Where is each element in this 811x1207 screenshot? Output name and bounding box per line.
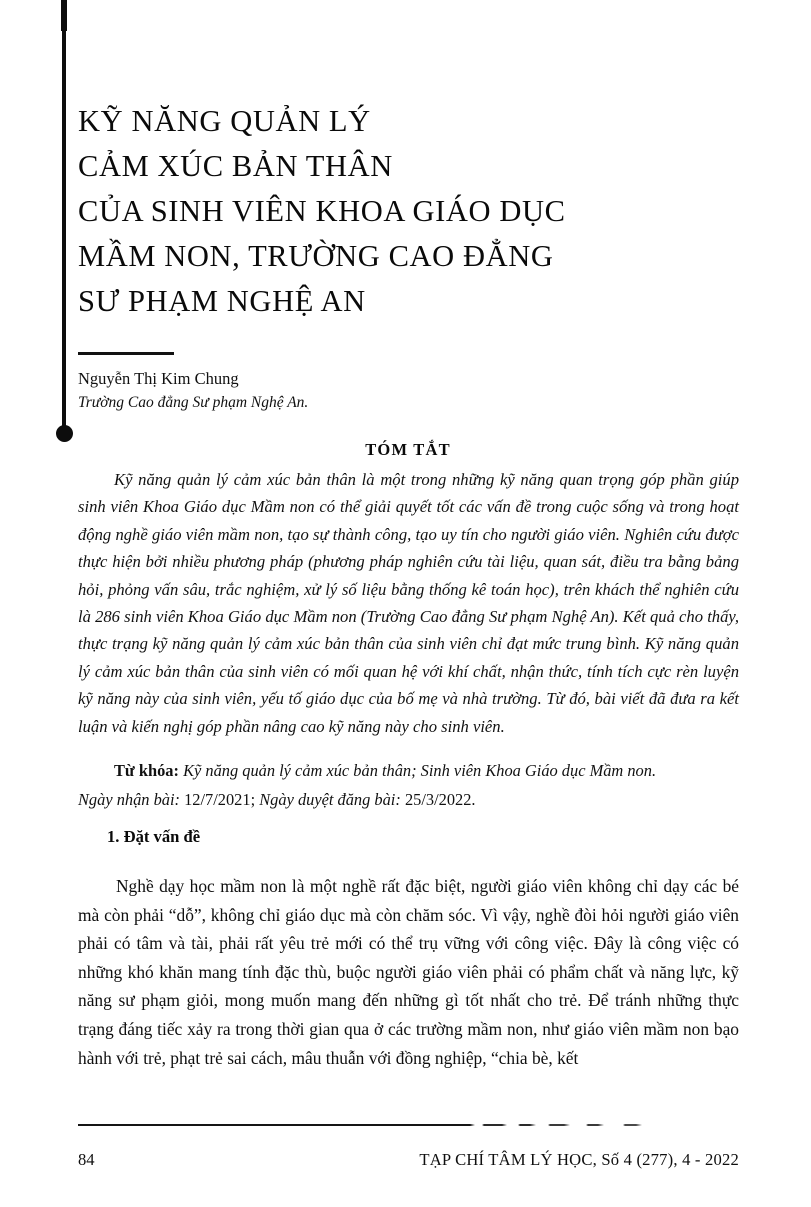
author-affiliation: Trường Cao đẳng Sư phạm Nghệ An. [78, 394, 309, 411]
author-divider-rule [78, 352, 174, 355]
author-block [78, 366, 678, 415]
dates-separator: ; [250, 790, 256, 809]
section-heading-1: 1. Đặt vấn đề [107, 827, 201, 846]
received-date-value: 12/7/2021 [184, 790, 251, 809]
keywords-label: Từ khóa: [114, 761, 179, 780]
title-line-4: MẦM NON, TRƯỜNG CAO ĐẲNG [78, 239, 554, 273]
title-line-2: CẢM XÚC BẢN THÂN [78, 149, 393, 183]
author-name: Nguyễn Thị Kim Chung [78, 369, 239, 388]
keywords-value: Kỹ năng quản lý cảm xúc bản thân; Sinh viên Khoa Giáo dục Mầm non. [183, 761, 657, 780]
publication-dates-line [78, 786, 739, 813]
page-title [78, 99, 738, 324]
footer-page-number: 84 [78, 1150, 95, 1169]
accepted-date-value: 25/3/2022. [404, 790, 476, 809]
title-line-3: CỦA SINH VIÊN KHOA GIÁO DỤC [78, 194, 566, 228]
section-body-1 [78, 872, 739, 1072]
abstract-paragraph: Kỹ năng quản lý cảm xúc bản thân là một trong những kỹ năng quan trọng góp phần giúp sinh viên Khoa Giáo dục Mầm non có thể giải quyết tốt các vấn đề trong cuộc sống và trong hoạt động nghề giáo viên mầm non, tạo sự thành công, tạo uy tín cho người giáo viên. Nghiên cứu được thực hiện bởi nhiều phương pháp (phương pháp nghiên cứu tài liệu, quan sát, điều tra bằng bảng hỏi, phỏng vấn sâu, trắc nghiệm, xử lý số liệu bằng thống kê toán học), trên khách thể nghiên cứu là 286 sinh viên Khoa Giáo dục Mầm non (Trường Cao đẳng Sư phạm Nghệ An). Kết quả cho thấy, thực trạng kỹ năng quản lý cảm xúc bản thân của sinh viên chỉ đạt mức trung bình. Kỹ năng quản lý cảm xúc bản thân của sinh viên có mối quan hệ với khí chất, nhận thức, tính tích cực rèn luyện kỹ năng này của sinh viên, yếu tố giáo dục của bố mẹ và nhà trường. Từ đó, bài viết đã đưa ra kết luận và kiến nghị góp phần nâng cao kỹ năng này cho sinh viên. [78, 470, 739, 736]
page-footer [78, 1150, 739, 1170]
binding-bar-terminal-dot [56, 425, 73, 442]
binding-bar-artifact [62, 0, 66, 434]
title-line-5: SƯ PHẠM NGHỆ AN [78, 284, 366, 318]
footer-divider-rule [78, 1124, 739, 1126]
abstract-body [78, 466, 739, 740]
abstract-heading: TÓM TẮT [365, 440, 451, 459]
accepted-date-label: Ngày duyệt đăng bài: [259, 790, 401, 809]
title-line-1: KỸ NĂNG QUẢN LÝ [78, 104, 371, 138]
section-paragraph: Nghề dạy học mầm non là một nghề rất đặc biệt, người giáo viên không chỉ dạy các bé mà còn phải “dỗ”, không chỉ giáo dục mà còn chăm sóc. Vì vậy, nghề đòi hỏi người giáo viên phải có tâm và tài, phải rất yêu trẻ mới có thể trụ vững với công việc. Đây là công việc có những khó khăn mang tính đặc thù, buộc người giáo viên phải có phẩm chất và năng lực, kỹ năng sư phạm giỏi, mong muốn mang đến những gì tốt nhất cho trẻ. Để tránh những thực trạng đáng tiếc xảy ra trong thời gian qua ở các trường mầm non, như giáo viên mầm non bạo hành với trẻ, phạt trẻ sai cách, mâu thuẫn với đồng nghiệp, “chia bè, kết [78, 876, 739, 1068]
keywords-line [78, 757, 739, 784]
received-date-label: Ngày nhận bài: [78, 790, 180, 809]
footer-journal-info: TẠP CHÍ TÂM LÝ HỌC, Số 4 (277), 4 - 2022 [419, 1150, 739, 1169]
